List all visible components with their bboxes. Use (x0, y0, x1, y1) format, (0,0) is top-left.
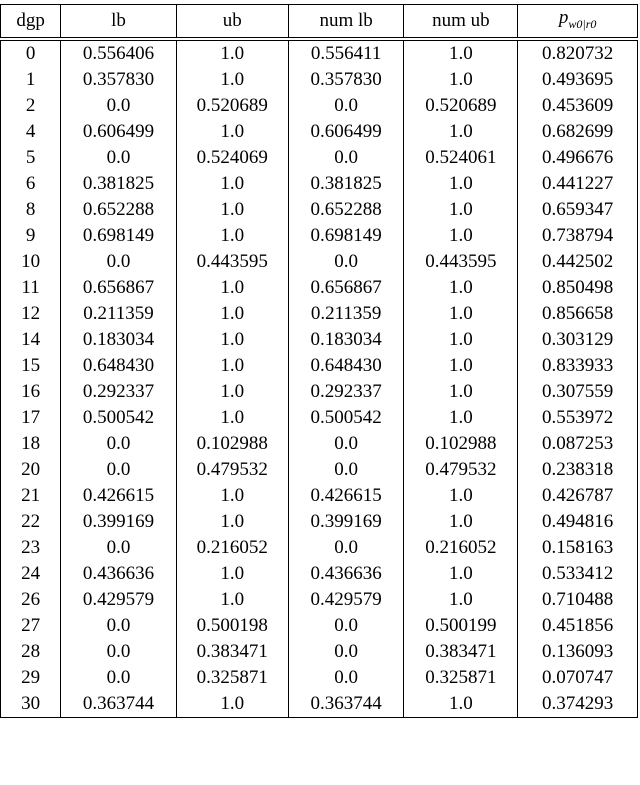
cell-dgp: 8 (1, 197, 61, 223)
cell-num-ub: 1.0 (404, 39, 518, 67)
header-probability-subscript: w0|r0 (568, 16, 597, 31)
cell-probability: 0.453609 (518, 93, 638, 119)
cell-dgp: 5 (1, 145, 61, 171)
cell-lb: 0.556406 (61, 39, 177, 67)
cell-num-ub: 0.524061 (404, 145, 518, 171)
table-row (1, 197, 638, 223)
header-num-lb: num lb (288, 5, 404, 39)
cell-ub: 1.0 (176, 119, 288, 145)
cell-num-lb: 0.648430 (288, 353, 404, 379)
cell-lb: 0.656867 (61, 275, 177, 301)
results-table (0, 4, 638, 718)
cell-num-lb: 0.652288 (288, 197, 404, 223)
cell-num-ub: 1.0 (404, 67, 518, 93)
cell-num-lb: 0.381825 (288, 171, 404, 197)
cell-num-ub: 0.443595 (404, 249, 518, 275)
cell-probability: 0.710488 (518, 587, 638, 613)
table-row (1, 613, 638, 639)
cell-num-lb: 0.556411 (288, 39, 404, 67)
cell-num-ub: 1.0 (404, 405, 518, 431)
cell-probability: 0.659347 (518, 197, 638, 223)
cell-probability: 0.833933 (518, 353, 638, 379)
cell-ub: 1.0 (176, 171, 288, 197)
cell-dgp: 18 (1, 431, 61, 457)
cell-ub: 1.0 (176, 587, 288, 613)
cell-num-ub: 1.0 (404, 275, 518, 301)
cell-ub: 1.0 (176, 509, 288, 535)
cell-ub: 1.0 (176, 275, 288, 301)
cell-num-lb: 0.429579 (288, 587, 404, 613)
cell-num-ub: 0.383471 (404, 639, 518, 665)
cell-num-lb: 0.426615 (288, 483, 404, 509)
cell-dgp: 21 (1, 483, 61, 509)
cell-ub: 0.524069 (176, 145, 288, 171)
table-row (1, 587, 638, 613)
cell-probability: 0.850498 (518, 275, 638, 301)
cell-lb: 0.648430 (61, 353, 177, 379)
cell-ub: 0.479532 (176, 457, 288, 483)
header-probability (518, 5, 638, 39)
cell-lb: 0.429579 (61, 587, 177, 613)
cell-num-ub: 1.0 (404, 483, 518, 509)
cell-lb: 0.0 (61, 535, 177, 561)
cell-lb: 0.211359 (61, 301, 177, 327)
cell-lb: 0.363744 (61, 691, 177, 718)
cell-num-ub: 0.216052 (404, 535, 518, 561)
cell-ub: 1.0 (176, 39, 288, 67)
table-row (1, 639, 638, 665)
cell-num-ub: 0.479532 (404, 457, 518, 483)
table-row (1, 327, 638, 353)
cell-num-ub: 0.500199 (404, 613, 518, 639)
cell-ub: 1.0 (176, 197, 288, 223)
cell-dgp: 23 (1, 535, 61, 561)
cell-ub: 0.520689 (176, 93, 288, 119)
table-body (1, 39, 638, 718)
cell-dgp: 6 (1, 171, 61, 197)
cell-num-ub: 1.0 (404, 197, 518, 223)
header-row (1, 5, 638, 39)
cell-probability: 0.374293 (518, 691, 638, 718)
cell-ub: 1.0 (176, 691, 288, 718)
cell-probability: 0.494816 (518, 509, 638, 535)
cell-lb: 0.183034 (61, 327, 177, 353)
cell-dgp: 14 (1, 327, 61, 353)
cell-ub: 1.0 (176, 483, 288, 509)
cell-lb: 0.0 (61, 249, 177, 275)
cell-num-ub: 1.0 (404, 353, 518, 379)
cell-num-lb: 0.0 (288, 93, 404, 119)
table-row (1, 535, 638, 561)
cell-lb: 0.436636 (61, 561, 177, 587)
cell-probability: 0.307559 (518, 379, 638, 405)
cell-ub: 1.0 (176, 379, 288, 405)
header-probability-symbol: p (558, 7, 569, 28)
cell-ub: 1.0 (176, 327, 288, 353)
cell-ub: 1.0 (176, 223, 288, 249)
cell-probability: 0.136093 (518, 639, 638, 665)
cell-probability: 0.682699 (518, 119, 638, 145)
header-ub: ub (176, 5, 288, 39)
cell-lb: 0.0 (61, 613, 177, 639)
cell-num-ub: 1.0 (404, 327, 518, 353)
cell-probability: 0.451856 (518, 613, 638, 639)
cell-lb: 0.0 (61, 93, 177, 119)
cell-dgp: 0 (1, 39, 61, 67)
cell-num-lb: 0.0 (288, 431, 404, 457)
cell-ub: 0.443595 (176, 249, 288, 275)
cell-ub: 0.383471 (176, 639, 288, 665)
cell-ub: 0.102988 (176, 431, 288, 457)
table-row (1, 691, 638, 718)
table-row (1, 353, 638, 379)
cell-num-lb: 0.183034 (288, 327, 404, 353)
cell-probability: 0.820732 (518, 39, 638, 67)
table-row (1, 379, 638, 405)
cell-probability: 0.426787 (518, 483, 638, 509)
table-row (1, 93, 638, 119)
cell-dgp: 1 (1, 67, 61, 93)
cell-dgp: 11 (1, 275, 61, 301)
cell-dgp: 28 (1, 639, 61, 665)
cell-dgp: 2 (1, 93, 61, 119)
table-row (1, 145, 638, 171)
cell-lb: 0.606499 (61, 119, 177, 145)
cell-num-ub: 1.0 (404, 171, 518, 197)
cell-num-lb: 0.0 (288, 665, 404, 691)
table-row (1, 665, 638, 691)
cell-dgp: 12 (1, 301, 61, 327)
cell-probability: 0.533412 (518, 561, 638, 587)
cell-num-ub: 1.0 (404, 509, 518, 535)
cell-probability: 0.496676 (518, 145, 638, 171)
cell-num-lb: 0.0 (288, 535, 404, 561)
table-row (1, 483, 638, 509)
table-row (1, 119, 638, 145)
cell-probability: 0.856658 (518, 301, 638, 327)
cell-num-ub: 0.102988 (404, 431, 518, 457)
cell-num-ub: 1.0 (404, 561, 518, 587)
cell-dgp: 24 (1, 561, 61, 587)
cell-probability: 0.738794 (518, 223, 638, 249)
cell-lb: 0.652288 (61, 197, 177, 223)
cell-probability: 0.442502 (518, 249, 638, 275)
cell-num-lb: 0.0 (288, 639, 404, 665)
cell-lb: 0.0 (61, 457, 177, 483)
cell-probability: 0.303129 (518, 327, 638, 353)
cell-num-ub: 1.0 (404, 691, 518, 718)
cell-num-ub: 1.0 (404, 379, 518, 405)
cell-dgp: 15 (1, 353, 61, 379)
cell-num-lb: 0.436636 (288, 561, 404, 587)
cell-dgp: 29 (1, 665, 61, 691)
cell-lb: 0.357830 (61, 67, 177, 93)
cell-num-lb: 0.0 (288, 613, 404, 639)
cell-probability: 0.441227 (518, 171, 638, 197)
cell-probability: 0.553972 (518, 405, 638, 431)
cell-lb: 0.426615 (61, 483, 177, 509)
cell-probability: 0.238318 (518, 457, 638, 483)
cell-num-ub: 0.325871 (404, 665, 518, 691)
table-row (1, 405, 638, 431)
cell-lb: 0.0 (61, 639, 177, 665)
cell-dgp: 17 (1, 405, 61, 431)
table-row (1, 509, 638, 535)
cell-lb: 0.399169 (61, 509, 177, 535)
cell-num-lb: 0.363744 (288, 691, 404, 718)
table-row (1, 561, 638, 587)
cell-num-ub: 1.0 (404, 119, 518, 145)
cell-ub: 0.325871 (176, 665, 288, 691)
cell-num-lb: 0.211359 (288, 301, 404, 327)
cell-ub: 0.216052 (176, 535, 288, 561)
cell-num-ub: 1.0 (404, 223, 518, 249)
table-row (1, 67, 638, 93)
cell-num-lb: 0.606499 (288, 119, 404, 145)
cell-ub: 1.0 (176, 353, 288, 379)
cell-probability: 0.087253 (518, 431, 638, 457)
cell-dgp: 30 (1, 691, 61, 718)
table-row (1, 249, 638, 275)
table-row (1, 39, 638, 67)
cell-dgp: 4 (1, 119, 61, 145)
cell-num-ub: 1.0 (404, 301, 518, 327)
cell-ub: 1.0 (176, 405, 288, 431)
cell-lb: 0.0 (61, 431, 177, 457)
table-row (1, 223, 638, 249)
cell-num-lb: 0.656867 (288, 275, 404, 301)
cell-dgp: 9 (1, 223, 61, 249)
table-row (1, 301, 638, 327)
table-row (1, 275, 638, 301)
cell-num-lb: 0.698149 (288, 223, 404, 249)
cell-num-lb: 0.500542 (288, 405, 404, 431)
cell-num-lb: 0.0 (288, 145, 404, 171)
cell-num-lb: 0.399169 (288, 509, 404, 535)
cell-ub: 1.0 (176, 561, 288, 587)
cell-ub: 0.500198 (176, 613, 288, 639)
cell-ub: 1.0 (176, 67, 288, 93)
cell-dgp: 27 (1, 613, 61, 639)
table-row (1, 431, 638, 457)
header-dgp: dgp (1, 5, 61, 39)
cell-dgp: 16 (1, 379, 61, 405)
header-lb: lb (61, 5, 177, 39)
cell-lb: 0.292337 (61, 379, 177, 405)
header-num-ub: num ub (404, 5, 518, 39)
cell-lb: 0.0 (61, 145, 177, 171)
cell-dgp: 20 (1, 457, 61, 483)
cell-lb: 0.698149 (61, 223, 177, 249)
cell-dgp: 26 (1, 587, 61, 613)
cell-probability: 0.070747 (518, 665, 638, 691)
table-row (1, 457, 638, 483)
cell-num-ub: 0.520689 (404, 93, 518, 119)
cell-probability: 0.158163 (518, 535, 638, 561)
cell-num-lb: 0.0 (288, 457, 404, 483)
cell-lb: 0.381825 (61, 171, 177, 197)
table-row (1, 171, 638, 197)
cell-dgp: 10 (1, 249, 61, 275)
cell-dgp: 22 (1, 509, 61, 535)
cell-num-ub: 1.0 (404, 587, 518, 613)
cell-num-lb: 0.357830 (288, 67, 404, 93)
cell-lb: 0.500542 (61, 405, 177, 431)
cell-ub: 1.0 (176, 301, 288, 327)
cell-num-lb: 0.0 (288, 249, 404, 275)
cell-lb: 0.0 (61, 665, 177, 691)
cell-num-lb: 0.292337 (288, 379, 404, 405)
cell-probability: 0.493695 (518, 67, 638, 93)
